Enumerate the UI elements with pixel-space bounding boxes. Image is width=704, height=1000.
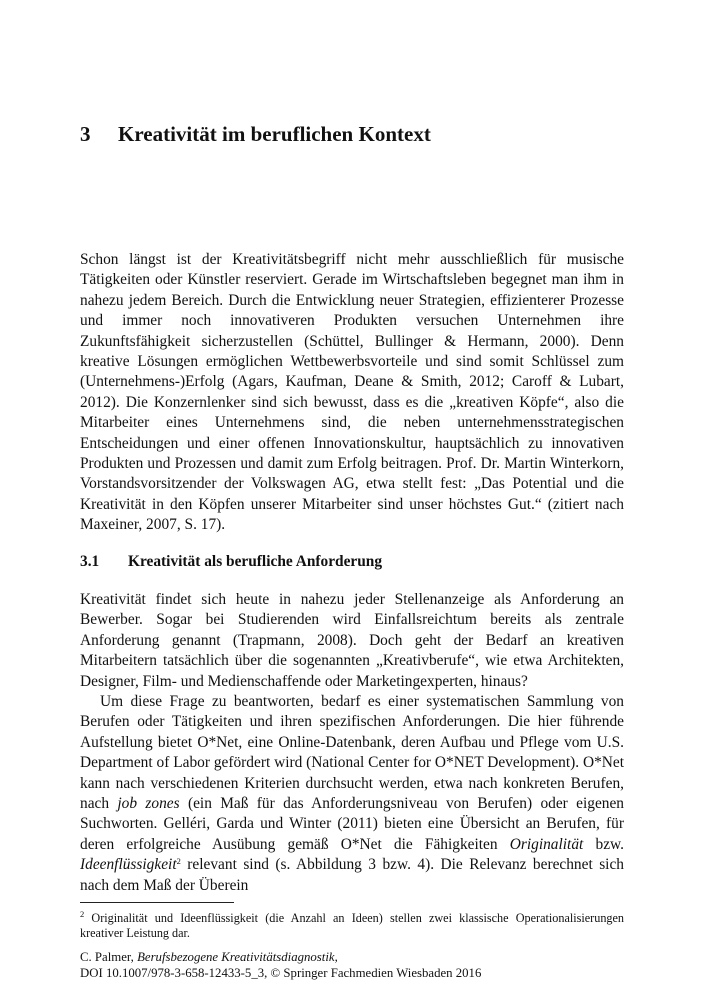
intro-section (80, 250, 624, 536)
section-title (80, 553, 382, 571)
footnote-divider (80, 902, 234, 903)
job-zones-term: job zones (117, 795, 180, 813)
chapter-title (80, 122, 431, 147)
footnote-mark: 2 (80, 909, 85, 919)
section-title-text: Kreativität als berufliche Anforderung (128, 553, 383, 570)
paragraph-2-part-4: relevant sind (s. Abbildung 3 bzw. 4). Die Relevanz berechnet sich nach dem Maß der Überein (80, 856, 624, 894)
intro-paragraph: Schon längst ist der Kreativitätsbegriff nicht mehr ausschließlich für musische Tätigkeiten oder Künstler reserviert. Gerade im Wirtschaftsleben begegnet man ihm in nahezu jedem Bereich. Durch die Entwicklung neuer Strategien, effizienterer Prozesse und immer noch innovativeren Produkten versuchen Unternehmen ihre Zukunftsfähigkeit sicherzustellen (Schüttel, Bullinger & Hermann, 2000). Denn kreative Lösungen ermöglichen Wettbewerbsvorteile und sind somit Schlüssel zum (Unternehmens-)Erfolg (Agars, Kaufman, Deane & Smith, 2012; Caroff & Lubart, 2012). Die Konzernlenker sind sich bewusst, dass es die „kreativen Köpfe“, also die Mitarbeiter eines Unternehmens sind, die neben unternehmensstrategischen Entscheidungen und einer offenen Innovationskultur, hauptsächlich zu innovativen Produkten und Prozessen und damit zum Erfolg beitragen. Prof. Dr. Martin Winterkorn, Vorstandsvorsitzender der Volkswagen AG, etwa stellt fest: „Das Potential und die Kreativität in den Köpfen unserer Mitarbeiter sind unser höchstes Gut.“ (zitiert nach Maxeiner, 2007, S. 17). (80, 251, 624, 534)
chapter-number: 3 (80, 122, 91, 146)
page-footer (80, 949, 624, 982)
chapter-title-text: Kreativität im beruflichen Kontext (118, 122, 431, 146)
ideenfluessigkeit-term: Ideenflüssigkeit (80, 856, 177, 874)
footer-doi: DOI 10.1007/978-3-658-12433-5_3, © Springer Fachmedien Wiesbaden 2016 (80, 966, 482, 981)
footer-author: C. Palmer, (80, 950, 138, 964)
paragraph-2-part-3: bzw. (583, 835, 624, 853)
footnote-text: Originalität und Ideenflüssigkeit (die Anzahl an Ideen) stellen zwei klassische Operationalisierungen kreativer Leistung dar. (80, 911, 625, 941)
paragraph-2-part-2: (ein Maß für das Anforderungsniveau von Berufen) oder eigenen Suchworten. Gelléri, Garda und Winter (2011) bieten eine Übersicht an Berufen, für deren erfolgreiche Ausübung gemäß O*Net die Fähigkeiten (80, 795, 624, 853)
footer-citation (80, 949, 624, 965)
section-paragraph-2 (80, 692, 624, 896)
paragraph-2-part-1: Um diese Frage zu beantworten, bedarf es einer systematischen Sammlung von Berufen oder Tätigkeiten und ihren spezifischen Anforderungen. Die hier führende Aufstellung bietet O*Net, eine Online-Datenbank, deren Aufbau und Pflege vom U.S. Department of Labor gefördert wird (National Center for O*NET Development). O*Net kann nach verschiedenen Kriterien durchsucht werden, etwa nach konkreten Berufen, nach (80, 693, 624, 813)
section-number: 3.1 (80, 553, 100, 570)
section-body (80, 590, 624, 896)
footer-book-title: Berufsbezogene Kreativitätsdiagnostik, (137, 950, 338, 964)
section-paragraph-1: Kreativität findet sich heute in nahezu jeder Stellenanzeige als Anforderung an Bewerber. Sogar bei Studierenden wird Einfallsreichtum bereits als zentrale Anforderung genannt (Trapmann, 2008). Doch geht der Bedarf an kreativen Mitarbeitern tatsächlich über die sogenannten „Kreativberufe“, wie etwa Architekten, Designer, Film- und Medienschaffende oder Marketingexperten, hinaus? (80, 591, 624, 690)
footnote (80, 911, 624, 942)
originalitaet-term: Originalität (509, 835, 584, 853)
footnote-reference: 2 (176, 856, 181, 867)
